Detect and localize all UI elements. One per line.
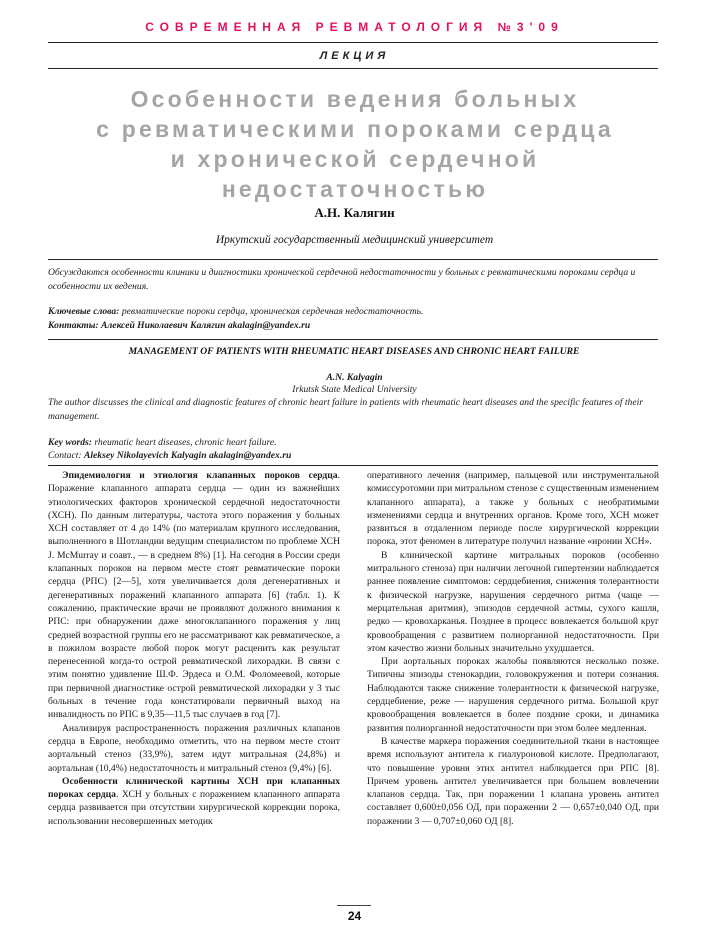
section-rule [48, 68, 658, 69]
abstract-en: The author discusses the clinical and diagnostic features of chronic heart failure in patients with rheumatic heart diseases and the specific features of their management. [48, 397, 644, 422]
keywords-ru-label: Ключевые слова: [48, 306, 120, 317]
body-column-right [367, 469, 659, 909]
keywords-ru [48, 305, 660, 319]
body-top-rule [48, 465, 658, 466]
contacts-ru-label: Контакты: [48, 320, 99, 331]
section-label: ЛЕКЦИЯ [319, 50, 390, 62]
page-number-rule [337, 905, 371, 906]
paragraph: Особенности клинической картины ХСН при клапанных пороках сердца. ХСН у больных с поражением клапанного аппарата сердца развивается при отсутствии хирургической коррекции порока, использовании несовершенных методик [48, 775, 340, 827]
contact-en-label: Contact: [48, 450, 82, 461]
article-title [60, 84, 650, 204]
paragraph-heading: Эпидемиология и этиология клапанных пороков сердца [62, 470, 338, 481]
paragraph: При аортальных пороках жалобы появляются несколько позже. Типичны эпизоды стенокардии, головокружения и потери сознания. Наблюдаются также снижение толерантности к физической нагрузке, сердцебиение, реже — нарушения сердечного ритма. Большой круг кровообращения вовлекается в более поздние сроки, и динамика развития полиорганной недостаточности при этом более медленная. [367, 656, 659, 734]
paragraph: В клинической картине митральных пороков (особенно митрального стеноза) при наличии легочной гипертензии наблюдается раннее появление симптомов: сердцебиения, снижения толерантности к физической нагрузке, нарушения сердечного ритма (чаще — мерцательная аритмия), эпизодов сердечной астмы, сухого кашля, редко — кровохарканья. Позднее в процесс вовлекается большой круг кровообращения с развитием полиорганной недостаточности. При этом качество жизни больных значительно ухудшается. [367, 549, 659, 654]
abstract-ru: Обсуждаются особенности клиники и диагностики хронической сердечной недостаточности у больных с ревматическими пороками сердца и особенности их ведения. [48, 267, 636, 292]
paragraph-heading: Особенности клинической картины ХСН при клапанных пороках сердца [48, 775, 340, 801]
keywords-en-text: rheumatic heart diseases, chronic heart failure. [94, 437, 277, 448]
keywords-en-label: Key words: [48, 437, 92, 448]
title-line: с ревматическими пороками сердца [96, 116, 614, 142]
page-number: 24 [347, 909, 362, 923]
author-affiliation: Иркутский государственный медицинский университет [215, 234, 494, 246]
contacts-ru-text[interactable]: Алексей Николаевич Калягин akalagin@yandex.ru [100, 320, 311, 331]
contacts-ru [48, 319, 660, 333]
title-line: Особенности ведения больных [130, 86, 580, 112]
abstract-top-rule [48, 259, 658, 260]
paragraph: оперативного лечения (например, пальцевой или инструментальной комиссуротомии при митральном стенозе с существенным изменением клапанного аппарата), а также у больных с необратимыми изменениями сердца и внутренних органов. Кроме того, ХСН может развиться в отдаленном периоде после хирургической коррекции порока, этот феномен в литературе получил название «иронии ХСН». [367, 470, 659, 548]
english-title: MANAGEMENT OF PATIENTS WITH RHEUMATIC HEART DISEASES AND CHRONIC HEART FAILURE [128, 346, 580, 357]
paragraph: В качестве маркера поражения соединительной ткани в настоящее время используют антитела к гиалуроновой кислоте. Предполагают, что повышение уровня этих антител наблюдается при РПС [8]. Причем уровень антител увеличивается при большем вовлечении клапанов сердца. Так, при поражении 1 клапана уровень антител составляет 0,600±0,056 ОД, при поражении 2 — 0,657±0,040 ОД, при поражении 3 — 0,707±0,060 ОД [8]. [367, 735, 659, 827]
english-author: A.N. Kalyagin [326, 372, 383, 383]
title-line: и хронической сердечной [170, 146, 540, 172]
title-line: недостаточностью [221, 176, 489, 202]
journal-header: СОВРЕМЕННАЯ РЕВМАТОЛОГИЯ №3'09 [145, 20, 564, 34]
header-rule [48, 42, 658, 43]
en-top-rule [48, 339, 658, 340]
paragraph: Анализируя распространенность поражения различных клапанов сердца в Европе, необходимо отметить, что на первом месте стоит аортальный стеноз (33,9%), затем идут митральная (24,8%) и аортальная (10,4%) недостаточность и митральный стеноз (9,4%) [6]. [48, 722, 340, 774]
keywords-ru-text: ревматические пороки сердца, хроническая сердечная недостаточность. [121, 306, 424, 317]
body-column-left [48, 469, 340, 909]
paragraph: Эпидемиология и этиология клапанных пороков сердца. Поражение клапанного аппарата сердца — один из важнейших этиологических факторов хронической сердечной недостаточности (ХСН). По данным литературы, частота этого поражения у больных ХСН составляет от 4 до 14% (по материалам крупного исследования, выполненного в Шотландии ведущим специалистом по проблеме ХСН J. McMurray и соавт., — в среднем 8%) [1]. На сегодня в России среди клапанных пороков на первом месте стоят ревматические пороки сердца (РПС) [2—5], хотя увеличивается доля дегенеративных и дегенеративных поражений клапанного аппарата [6] (табл. 1). К сожалению, практические врачи не проявляют должного внимания к РПС: при обнаружении даже многоклапанного поражения у лиц средней возрастной группы его не рассматривают как ревматическое, а в пожилом возрасте любой порок могут расценить как результат перенесенной когда-то острой ревматической лихорадки. В связи с этим понятно удивление Ш.Ф. Эрдеса и О.М. Фоломеевой, которые при первичной диагностике острой ревматической лихорадки у 3 тыс больных в течение года констатировали первичный выход на инвалидность по РПС в 9,35—11,5 тыс случаев в год [7]. [48, 470, 340, 721]
english-affiliation: Irkutsk State Medical University [292, 384, 417, 395]
keywords-en [48, 436, 660, 450]
contact-en-text[interactable]: Aleksey Nikolayevich Kalyagin akalagin@yandex.ru [83, 450, 292, 461]
author-name: А.Н. Калягин [314, 205, 395, 220]
contact-en [48, 449, 660, 463]
